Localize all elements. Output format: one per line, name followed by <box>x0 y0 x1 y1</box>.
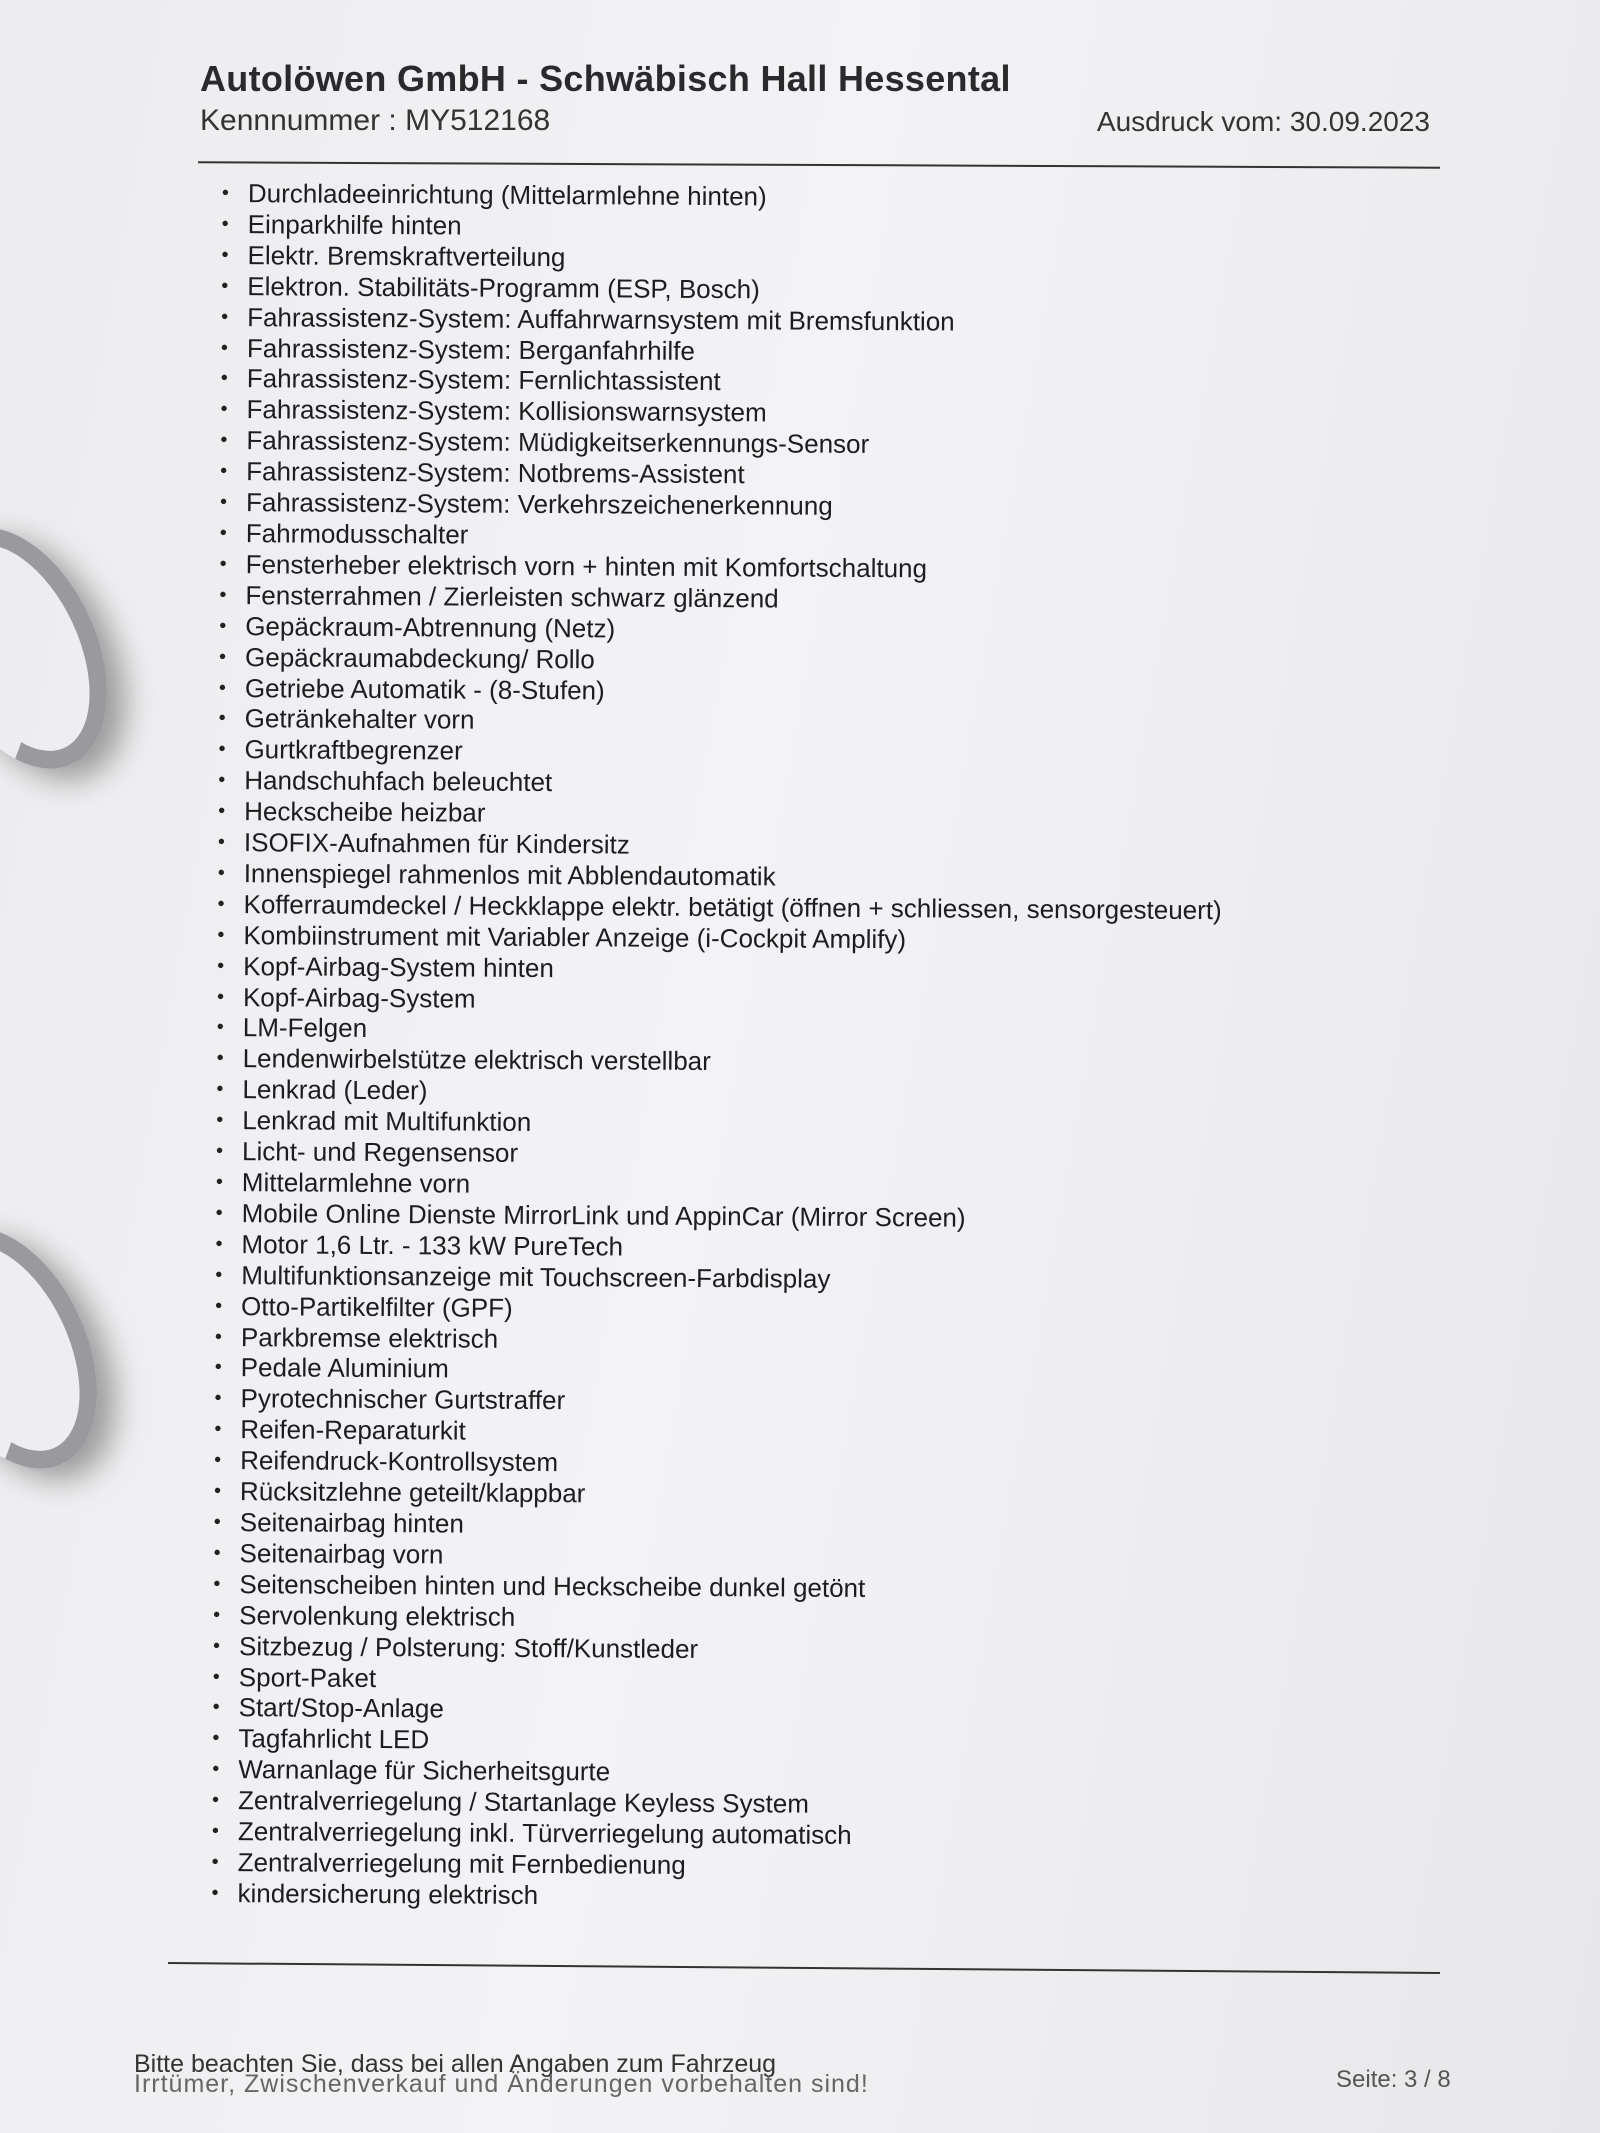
equipment-item: • Einparkhilfe hinten <box>218 209 1226 246</box>
equipment-item: • LM-Felgen <box>213 1012 1221 1049</box>
equipment-item: • Kofferraumdeckel / Heckklappe elektr. betätigt (öffnen + schliessen, sensorgesteuert) <box>213 889 1221 926</box>
equipment-item: • Pedale Aluminium <box>211 1352 1219 1389</box>
equipment-item: • Warnanlage für Sicherheitsgurte <box>208 1754 1216 1791</box>
binder-ring <box>0 499 143 797</box>
equipment-item: • Getriebe Automatik - (8-Stufen) <box>215 672 1223 709</box>
equipment-item: • Fahrassistenz-System: Fernlichtassistent <box>217 363 1225 400</box>
footer-disclaimer: Bitte beachten Sie, dass bei allen Angaben zum Fahrzeug <box>134 2050 777 2078</box>
equipment-list <box>207 178 1226 1915</box>
equipment-item: • Rücksitzlehne geteilt/klappbar <box>210 1476 1218 1513</box>
equipment-item: • Sitzbezug / Polsterung: Stoff/Kunstleder <box>209 1631 1217 1668</box>
footer-disclaimer-cutoff <box>134 2070 869 2098</box>
equipment-item: • Seitenairbag vorn <box>210 1538 1218 1575</box>
company-title: Autolöwen GmbH - Schwäbisch Hall Hessental <box>200 58 1011 99</box>
equipment-item: • Elektron. Stabilitäts-Programm (ESP, Bosch) <box>217 271 1225 308</box>
equipment-item: • Fahrassistenz-System: Müdigkeitserkennungs-Sensor <box>216 425 1224 462</box>
equipment-item: • Fensterrahmen / Zierleisten schwarz glänzend <box>215 580 1223 617</box>
equipment-item: • Gepäckraum-Abtrennung (Netz) <box>215 611 1223 648</box>
equipment-item: • Fahrassistenz-System: Verkehrszeichenerkennung <box>216 487 1224 524</box>
equipment-item: • Handschuhfach beleuchtet <box>214 765 1222 802</box>
equipment-item: • Lendenwirbelstütze elektrisch verstellbar <box>213 1043 1221 1080</box>
binder-ring <box>0 1199 133 1497</box>
equipment-item: • Fahrassistenz-System: Kollisionswarnsystem <box>216 394 1224 431</box>
equipment-item: • Gurtkraftbegrenzer <box>214 734 1222 771</box>
equipment-item: • Motor 1,6 Ltr. - 133 kW PureTech <box>211 1229 1219 1266</box>
equipment-item: • Tagfahrlicht LED <box>208 1723 1216 1760</box>
equipment-item: • Lenkrad (Leder) <box>212 1074 1220 1111</box>
equipment-item: • Zentralverriegelung mit Fernbedienung <box>208 1847 1216 1884</box>
equipment-item: • Pyrotechnischer Gurtstraffer <box>210 1383 1218 1420</box>
equipment-item: • Innenspiegel rahmenlos mit Abblendautomatik <box>214 858 1222 895</box>
equipment-item: • Reifendruck-Kontrollsystem <box>210 1445 1218 1482</box>
footer-divider <box>168 1962 1440 1974</box>
equipment-item: • Parkbremse elektrisch <box>211 1322 1219 1359</box>
equipment-item: • Heckscheibe heizbar <box>214 796 1222 833</box>
equipment-item: • Fahrassistenz-System: Auffahrwarnsystem mit Bremsfunktion <box>217 302 1225 339</box>
equipment-item: • Getränkehalter vorn <box>215 703 1223 740</box>
equipment-item: • Otto-Partikelfilter (GPF) <box>211 1291 1219 1328</box>
equipment-item: • Multifunktionsanzeige mit Touchscreen-Farbdisplay <box>211 1260 1219 1297</box>
equipment-item: • Seitenscheiben hinten und Heckscheibe dunkel getönt <box>209 1569 1217 1606</box>
equipment-item: • Mittelarmlehne vorn <box>212 1167 1220 1204</box>
header-subrow <box>200 104 1440 138</box>
equipment-item: • Reifen-Reparaturkit <box>210 1414 1218 1451</box>
equipment-item: • Durchladeeinrichtung (Mittelarmlehne hinten) <box>218 178 1226 215</box>
equipment-item: • Fahrmodusschalter <box>216 518 1224 555</box>
equipment-item: • Seitenairbag hinten <box>210 1507 1218 1544</box>
footer-disclaimer-cutoff-text: Irrtümer, Zwischenverkauf und Änderungen vorbehalten sind! <box>134 2070 869 2098</box>
equipment-item: • Kopf-Airbag-System <box>213 982 1221 1019</box>
reference-number: Kennnummer : MY512168 <box>200 104 551 137</box>
equipment-item: • Zentralverriegelung inkl. Türverriegelung automatisch <box>208 1816 1216 1853</box>
equipment-item: • Fahrassistenz-System: Berganfahrhilfe <box>217 333 1225 370</box>
equipment-item: • Kopf-Airbag-System hinten <box>213 951 1221 988</box>
equipment-item: • Gepäckraumabdeckung/ Rollo <box>215 642 1223 679</box>
page-number: Seite: 3 / 8 <box>1336 2066 1451 2093</box>
equipment-item: • ISOFIX-Aufnahmen für Kindersitz <box>214 827 1222 864</box>
equipment-item: • kindersicherung elektrisch <box>207 1878 1215 1915</box>
equipment-item: • Mobile Online Dienste MirrorLink und AppinCar (Mirror Screen) <box>212 1198 1220 1235</box>
equipment-item: • Licht- und Regensensor <box>212 1136 1220 1173</box>
equipment-item: • Fensterheber elektrisch vorn + hinten mit Komfortschaltung <box>216 549 1224 586</box>
equipment-item: • Start/Stop-Anlage <box>209 1692 1217 1729</box>
equipment-item: • Zentralverriegelung / Startanlage Keyless System <box>208 1785 1216 1822</box>
equipment-item: • Lenkrad mit Multifunktion <box>212 1105 1220 1142</box>
equipment-item: • Sport-Paket <box>209 1661 1217 1698</box>
equipment-item: • Elektr. Bremskraftverteilung <box>217 240 1225 277</box>
header-divider <box>198 161 1440 168</box>
print-date: Ausdruck vom: 30.09.2023 <box>1096 106 1430 137</box>
document-header <box>200 58 1440 138</box>
equipment-item: • Servolenkung elektrisch <box>209 1600 1217 1637</box>
equipment-item: • Fahrassistenz-System: Notbrems-Assistent <box>216 456 1224 493</box>
equipment-item: • Kombiinstrument mit Variabler Anzeige (i-Cockpit Amplify) <box>213 920 1221 957</box>
